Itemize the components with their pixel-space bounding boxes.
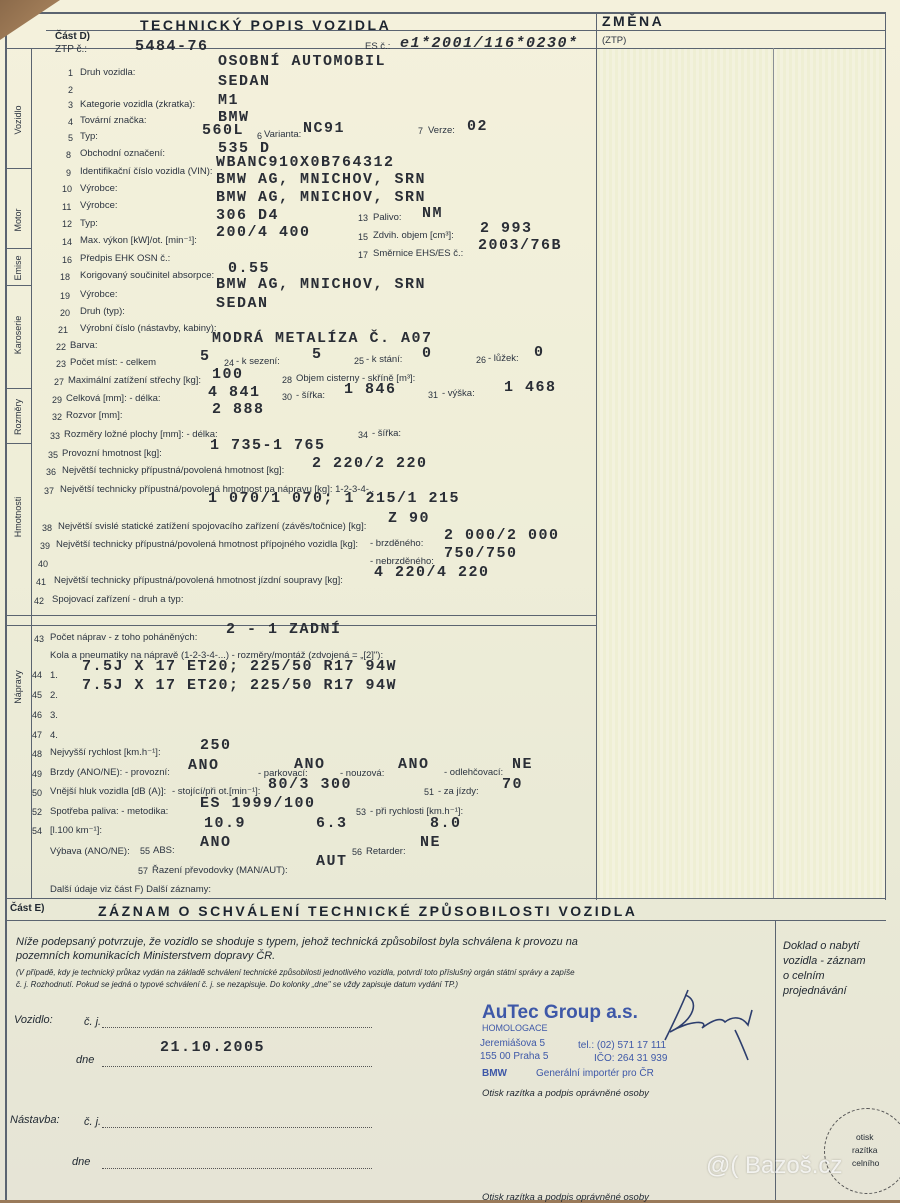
section-karoserie: Karoserie: [13, 315, 23, 355]
part-e-label: Část E): [10, 903, 45, 914]
vozidlo-dne-label: dne: [76, 1054, 95, 1066]
vozidlo-cj-label: č. j.: [84, 1016, 102, 1028]
section-emise: Emise: [13, 255, 23, 281]
customs-line-1: Doklad o nabytí: [783, 940, 860, 952]
es-label: ES č.:: [365, 41, 391, 52]
part-e-statement-2: pozemních komunikacích Ministerstvem dopravy ČR.: [16, 950, 276, 962]
part-e-statement: Níže podepsaný potvrzuje, že vozidlo se shoduje s typem, jehož technická způsobilost byla schválena k provozu na: [16, 936, 578, 948]
stamp-caption-bottom: Otisk razítka a podpis oprávněné osoby: [482, 1192, 649, 1203]
nastavba-dne-label: dne: [72, 1156, 91, 1168]
wood-background-corner: [0, 0, 60, 40]
section-hmotnosti: Hmotnosti: [13, 496, 23, 538]
nastavba-label: Nástavba:: [10, 1114, 60, 1126]
further-records: Další údaje viz část F) Další záznamy:: [50, 884, 212, 895]
watermark: @( Bazoš.cz: [706, 1152, 843, 1179]
circle-line-2: razítka: [852, 1145, 878, 1155]
stamp-caption: Otisk razítka a podpis oprávněné osoby: [482, 1088, 649, 1099]
issue-date: 21.10.2005: [160, 1039, 266, 1056]
section-rozmery: Rozměry: [13, 399, 23, 436]
document-page: Část D) TECHNICKÝ POPIS VOZIDLA ZMĚNA ZTP č.: 5484-76 ES č.: e1*2001/116*0230* (ZTP) Vozidlo Motor Emise Karoserie Rozměry Hmotnosti Nápravy 1 Druh vozidla: OSOBNÍ AUTOMOBIL 2 SEDAN 3 Kategorie vozidla (zkratka): M1 4 Tovární značka: BMW 5 Typ: 560L 6 Varianta: NC91 7 Verze: 02 8 Obchodní označení: 535 D 9 Identifikační číslo vozidla (VIN): WBANC910X0B764312 10 Výrobce: BMW AG, MNICHOV, SRN 11 Výrobce: BMW AG, MNICHOV, SRN 12 Typ: 306 D4 13 Palivo: NM 14 Max. výkon [kW]/ot. [min⁻¹]: 200/4 400 15 Zdvih. objem [cm³]: 2 993 16 Předpis EHK OSN č.: 17 Směrnice EHS/ES č.: 2003/76B 18 Korigovaný součinitel absorpce: 0.55 19 Výrobce: BMW AG, MNICHOV, SRN 20 Druh (typ): SEDAN 21 Výrobní číslo (nástavby, kabiny): 22 Barva: MODRÁ METALÍZA Č. A07 23 Počet míst: - celkem 5 24 - k sezení: 5 25 - k stání: 0 26 - lůžek: 0 27 Maximální zatížení střechy [kg]: 100 28 Objem cisterny - skříně [m³]: 29 Celková [mm]: - délka: 4 841 30 - šířka: 1 846 31 - výška: 1 468 32 Rozvor [mm]: 2 888 33 Rozměry ložné plochy [mm]: - délka: 34 - šířka: 35 Provozní hmotnost [kg]: 1 735-1 765 36 Největší technicky přípustná/povolená hmotnost [kg]: 2 220/2 220 37 Největší technicky přípustná/povolená hmotnost na nápravu [kg]: 1-2-3-4-.. 1 070/1 070; 1 215/1 215 38 Největší svislé statické zatížení spojovacího zařízení (závěs/točnice) [kg]: Z 90 39 Největší technicky přípustná/povolená hmotnost přípojného vozidla [kg]: - brzděného: 2 000/2 000 40 - nebrzděného: 750/750 41 Největší technicky přípustná/povolená hmotnost jízdní soupravy [kg]: 4 220/4 220 42 Spojovací zařízení - druh a typ: 43 Počet náprav - z toho poháněných: 2 - 1 ZADNÍ Kola a pneumatiky na nápravě (1-2-3-4-...) - rozměry/montáž (zdvojená = „[2]"): 44 1. 7.5J X 17 ET20; 225/50 R17 94W 45 2. 7.5J X 17 ET20; 225/50 R17 94W 46 3. 47 4. 48 Nejvyšší rychlost [km.h⁻¹]: 250 49 Brzdy (ANO/NE): - provozní: ANO - parkovací: ANO - nouzová: ANO - odlehčovací: NE 50 Vnější hluk vozidla [dB (A)]: - stojící/při ot.[min⁻¹]: 80/3 300 51 - za jízdy: 70 52 Spotřeba paliva: - metodika: ES 1999/100 53 - při rychlosti [km.h⁻¹]: 54 [l.100 km⁻¹]: 10.9 6.3 8.0 Výbava (ANO/NE): 55 ABS: ANO 56 Retarder: NE 57 Řazení převodovky (MAN/AUT): AUT Další údaje viz část F) Další záznamy: Část E) ZÁZNAM O SCHVÁLENÍ TECHNICKÉ ZPŮSOBILOSTI VOZIDLA Níže podepsaný potvrzuje, že vozidlo se shoduje s typem, jehož technická způsobilost byla schválena k provozu na pozemních komunikacích Ministerstvem dopravy ČR. (V případě, kdy je technický průkaz vydán na základě schválení technické způsobilosti jednotlivého vozidla, potvrdí toto příslušný orgán státní správy a zapíše č. j. Rozhodnutí. Pokud se jedná o typové schválení č. j. se nezapisuje. Do kolonky „dne" se vždy zapisuje datum vydání TP.) Doklad o nabytí vozidla - záznam o celním projednávání Vozidlo: č. j. 21.10.2005 dne Nástavba: č. j. dne AuTec Group a.s. HOMOLOGACE Jeremiášova 5 155 00 Praha 5 tel.: (02) 571 17 111 IČO: 264 31 939 BMW Generální importér pro ČR Otisk razítka a podpis oprávněné osoby Otisk razítka a podpis oprávněné osoby otisk razítka celního @( Bazoš.cz: [0, 0, 900, 1200]
customs-line-4: projednávání: [783, 985, 847, 997]
vozidlo-label: Vozidlo:: [14, 1014, 53, 1026]
ztp-paren: (ZTP): [602, 35, 627, 46]
wheels-label: Kola a pneumatiky na nápravě (1-2-3-4-...) - rozměry/montáž (zdvojená = „[2]"):: [50, 650, 384, 661]
part-d-label: Část D): [55, 31, 91, 42]
part-e-title: ZÁZNAM O SCHVÁLENÍ TECHNICKÉ ZPŮSOBILOSTI VOZIDLA: [98, 903, 638, 919]
nastavba-cj-label: č. j.: [84, 1116, 102, 1128]
part-e-note-2: č. j. Rozhodnutí. Pokud se jedná o typové schválení č. j. se nezapisuje. Do kolonky „dne" se vždy zapisuje datum vydání TP.): [16, 980, 459, 989]
section-napravy: Nápravy: [13, 670, 23, 704]
signature: [640, 980, 760, 1070]
zmena-title: ZMĚNA: [602, 13, 665, 29]
es-value: e1*2001/116*0230*: [400, 35, 579, 52]
zmena-column-background: [597, 48, 886, 898]
ztp-label: ZTP č.:: [55, 44, 88, 55]
ztp-value: 5484-76: [135, 38, 209, 55]
page-title: TECHNICKÝ POPIS VOZIDLA: [140, 17, 392, 33]
circle-line-3: celního: [852, 1158, 880, 1168]
circle-line-1: otisk: [856, 1132, 874, 1142]
section-motor: Motor: [13, 208, 23, 232]
part-e-note: (V případě, kdy je technický průkaz vydán na základě schválení technické způsobilosti jednotlivého vozidla, potvrdí toto příslušný orgán státní správy a zapíše: [16, 968, 575, 977]
section-vozidlo: Vozidlo: [13, 105, 23, 135]
customs-line-3: o celním: [783, 970, 825, 982]
customs-line-2: vozidla - záznam: [783, 955, 866, 967]
